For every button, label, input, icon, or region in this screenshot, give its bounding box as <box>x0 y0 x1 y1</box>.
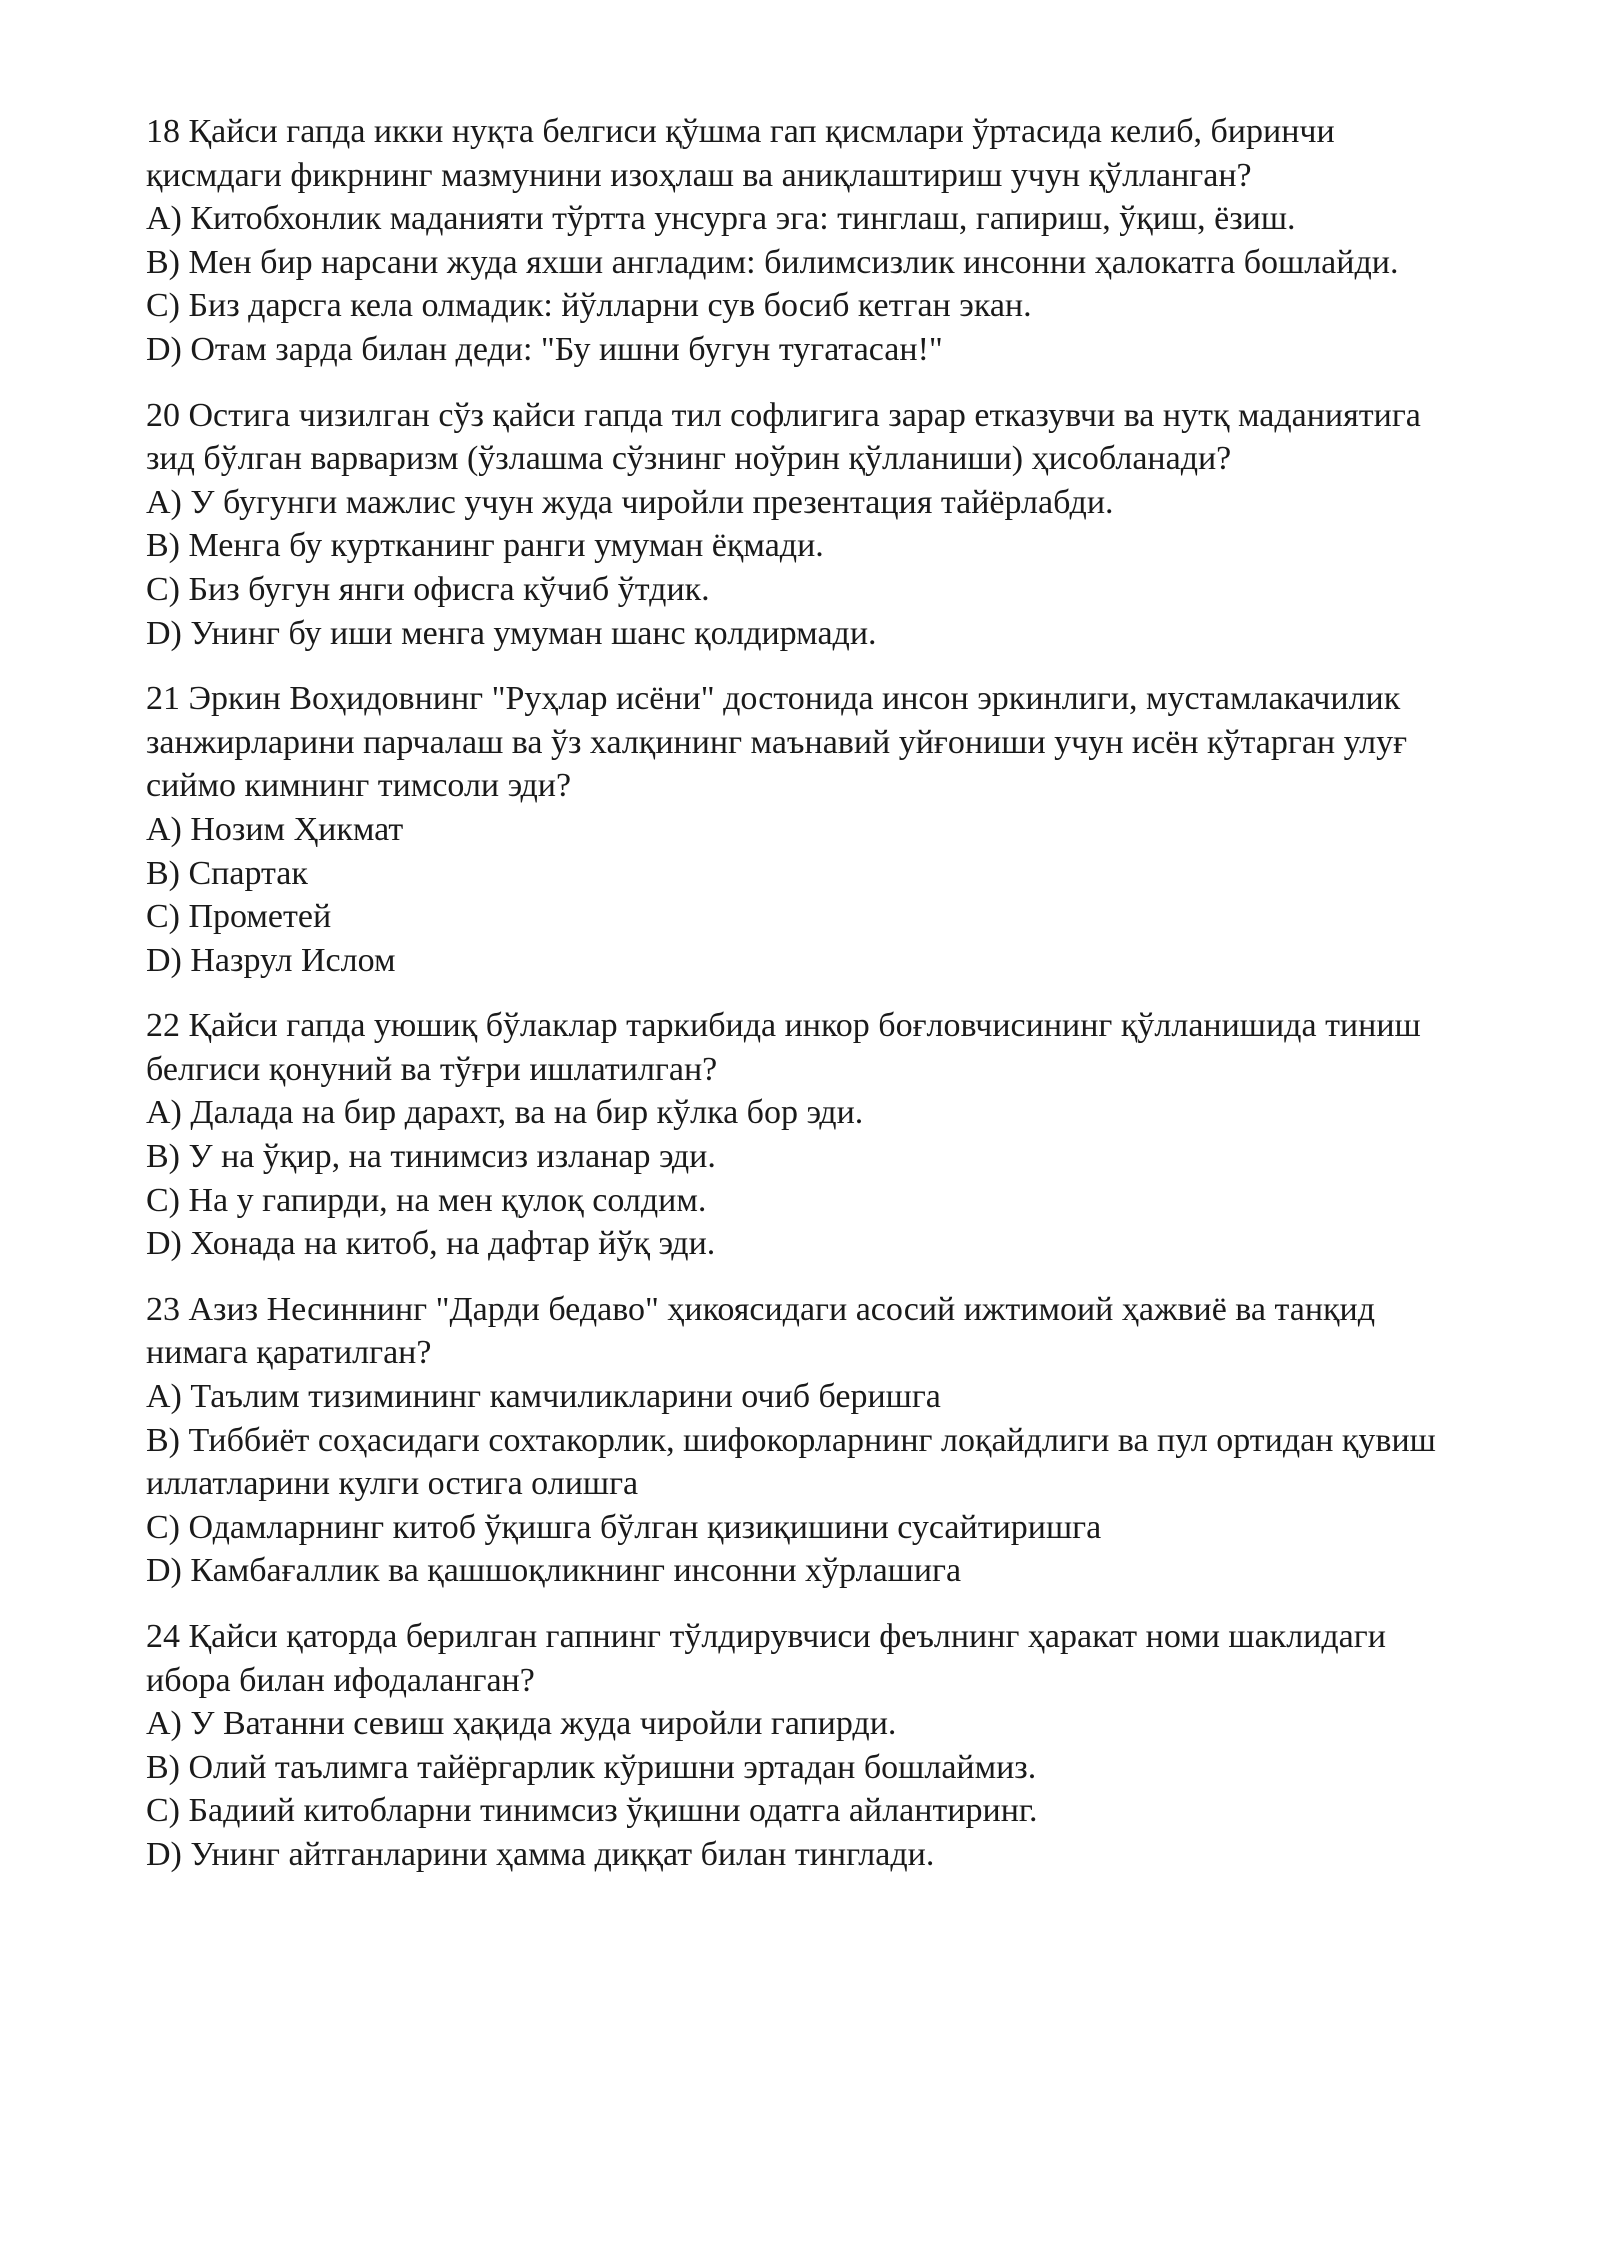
question-text: 18 Қайси гапда икки нуқта белгиси қўшма гап қисмлари ўртасида келиб, биринчи қисмдаги фикрнинг мазмунини изоҳлаш ва аниқлаштириш учун қўлланган? <box>146 113 1335 194</box>
option-d: D) Хонада на китоб, на дафтар йўқ эди. <box>146 1225 716 1263</box>
option-d: D) Отам зарда билан деди: "Бу ишни бугун тугатасан!" <box>146 330 943 368</box>
option-b: B) У на ўқир, на тинимсиз изланар эди. <box>146 1138 716 1176</box>
question-text: 24 Қайси қаторда берилган гапнинг тўлдирувчиси феълнинг ҳаракат номи шаклидаги ибора билан ифодаланган? <box>146 1618 1386 1699</box>
option-d: D) Назрул Ислом <box>146 941 396 979</box>
option-b: B) Мен бир нарсани жуда яхши англадим: билимсизлик инсонни ҳалокатга бошлайди. <box>146 243 1399 281</box>
option-d: D) Унинг айтганларини ҳамма диққат билан тинглади. <box>146 1835 935 1873</box>
question-23 <box>146 1288 1476 1593</box>
question-18 <box>146 110 1476 372</box>
option-b: B) Спартак <box>146 854 308 892</box>
option-a: A) У Ватанни севиш ҳақида жуда чиройли гапирди. <box>146 1705 897 1743</box>
option-c: C) Биз дарсга кела олмадик: йўлларни сув босиб кетган экан. <box>146 287 1032 325</box>
question-24 <box>146 1615 1476 1877</box>
question-21 <box>146 677 1476 982</box>
option-a: A) У бугунги мажлис учун жуда чиройли презентация тайёрлабди. <box>146 483 1114 521</box>
option-c: C) Биз бугун янги офисга кўчиб ўтдик. <box>146 570 710 608</box>
option-b: B) Менга бу куртканинг ранги умуман ёқмади. <box>146 527 824 565</box>
question-text: 21 Эркин Воҳидовнинг "Руҳлар исёни" достонида инсон эркинлиги, мустамлакачилик занжирларини парчалаш ва ўз халқининг маънавий уйғониши учун исён кўтарган улуғ сиймо кимнинг тимсоли эди? <box>146 680 1408 805</box>
option-c: C) Прометей <box>146 898 332 936</box>
option-a: A) Таълим тизимининг камчиликларини очиб беришга <box>146 1378 941 1416</box>
option-d: D) Камбағаллик ва қашшоқликнинг инсонни хўрлашига <box>146 1552 962 1590</box>
option-b: B) Тиббиёт соҳасидаги сохтакорлик, шифокорларнинг лоқайдлиги ва пул ортидан қувиш иллатларини кулги остига олишга <box>146 1421 1436 1503</box>
question-20 <box>146 394 1476 656</box>
option-d: D) Унинг бу иши менга умуман шанс қолдирмади. <box>146 614 877 652</box>
question-22 <box>146 1004 1476 1266</box>
option-b: B) Олий таълимга тайёргарлик кўришни эртадан бошлаймиз. <box>146 1748 1037 1786</box>
option-a: A) Нозим Ҳикмат <box>146 810 404 848</box>
option-c: C) На у гапирди, на мен қулоқ солдим. <box>146 1181 707 1219</box>
question-text: 20 Остига чизилган сўз қайси гапда тил софлигига зарар етказувчи ва нутқ маданиятига зид бўлган варваризм (ўзлашма сўзнинг ноўрин қўлланиши) ҳисобланади? <box>146 396 1421 478</box>
option-a: A) Китобхонлик маданияти тўртта унсурга эга: тинглаш, гапириш, ўқиш, ёзиш. <box>146 200 1296 238</box>
question-text: 22 Қайси гапда уюшиқ бўлаклар таркибида инкор боғловчисининг қўлланишида тиниш белгиси қонуний ва тўғри ишлатилган? <box>146 1007 1421 1088</box>
document-page <box>146 110 1476 1899</box>
option-c: C) Бадиий китобларни тинимсиз ўқишни одатга айлантиринг. <box>146 1792 1038 1830</box>
option-c: C) Одамларнинг китоб ўқишга бўлган қизиқишини сусайтиришга <box>146 1508 1102 1546</box>
option-a: A) Далада на бир дарахт, ва на бир кўлка бор эди. <box>146 1094 864 1132</box>
question-text: 23 Азиз Несиннинг "Дарди бедаво" ҳикоясидаги асосий ижтимоий ҳажвиё ва танқид нимага қаратилган? <box>146 1290 1376 1372</box>
